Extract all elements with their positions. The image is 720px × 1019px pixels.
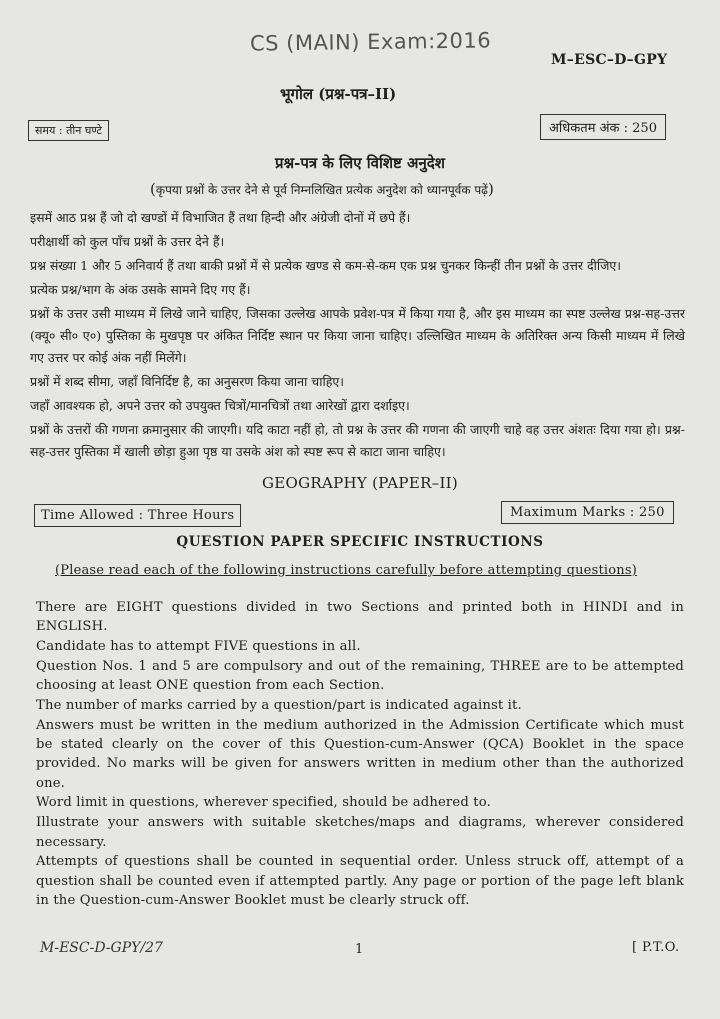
handwritten-exam-note: CS (MAIN) Exam:2016 xyxy=(249,28,492,56)
paper-code: M–ESC–D–GPY xyxy=(551,52,668,68)
hindi-max-marks-box: अधिकतम अंक : 250 xyxy=(540,114,666,140)
english-instruction: The number of marks carried by a question/part is indicated against it. xyxy=(36,697,522,713)
hindi-time-allowed-box: समय : तीन घण्टे xyxy=(28,120,109,141)
please-turn-over: [ P.T.O. xyxy=(632,940,680,955)
hindi-instruction: जहाँ आवश्यक हो, अपने उत्तर को उपयुक्त चित्रों/मानचित्रों तथा आरेखों द्वारा दर्शाइए। xyxy=(30,398,410,413)
english-instruction: Candidate has to attempt FIVE questions in all. xyxy=(36,639,361,655)
hindi-subheading-text: कृपया प्रश्नों के उत्तर देने से पूर्व निम्नलिखित प्रत्येक अनुदेश को ध्यानपूर्वक पढ़ें xyxy=(155,183,488,197)
hindi-instruction: प्रश्नों के उत्तरों की गणना क्रमानुसार की जाएगी। यदि काटा नहीं हो, तो प्रश्न के उत्तर की गणना की जाएगी चाहे वह उत्तर अंशतः दिया गया हो। प्रश्न-सह-उत्तर पुस्तिका में खाली छोड़ा हुआ पृष्ठ या उसके अंश को स्पष्ट रूप से काटा जाना चाहिए। xyxy=(30,422,685,459)
english-instructions-heading: QUESTION PAPER SPECIFIC INSTRUCTIONS xyxy=(176,534,544,550)
english-time-allowed-box: Time Allowed : Three Hours xyxy=(34,504,241,527)
hindi-instructions-list xyxy=(30,207,685,465)
english-instruction: There are EIGHT questions divided in two Sections and printed both in HINDI and in ENGLISH. xyxy=(36,600,684,635)
hindi-instruction: प्रश्नों में शब्द सीमा, जहाँ विनिर्दिष्ट है, का अनुसरण किया जाना चाहिए। xyxy=(30,374,344,389)
hindi-instruction: इसमें आठ प्रश्न हैं जो दो खण्डों में विभाजित हैं तथा हिन्दी और अंग्रेजी दोनों में छपे हैं। xyxy=(30,210,411,225)
english-instruction: Question Nos. 1 and 5 are compulsory and out of the remaining, THREE are to be attempted choosing at least ONE question from each Section. xyxy=(36,658,684,694)
page-number: 1 xyxy=(355,942,364,957)
english-instruction: Word limit in questions, wherever specified, should be adhered to. xyxy=(36,795,491,811)
english-instruction: Answers must be written in the medium authorized in the Admission Certificate which must be stated clearly on the cover of this Question-cum-Answer (QCA) Booklet in the space provided. No marks will be given for answers written in medium other than the authorized one. xyxy=(36,717,684,791)
hindi-instruction: प्रश्न संख्या 1 और 5 अनिवार्य हैं तथा बाकी प्रश्नों में से प्रत्येक खण्ड से कम-से-कम एक प्रश्न चुनकर किन्हीं तीन प्रश्नों के उत्तर दीजिए। xyxy=(30,258,622,273)
english-instruction: Illustrate your answers with suitable sketches/maps and diagrams, wherever considered necessary. xyxy=(36,815,684,850)
hindi-instructions-subheading: (कृपया प्रश्नों के उत्तर देने से पूर्व निम्नलिखित प्रत्येक अनुदेश को ध्यानपूर्वक पढ़ें) xyxy=(150,180,494,198)
hindi-instruction: परीक्षार्थी को कुल पाँच प्रश्नों के उत्तर देने हैं। xyxy=(30,234,225,249)
hindi-instruction: प्रत्येक प्रश्न/भाग के अंक उसके सामने दिए गए हैं। xyxy=(30,282,251,297)
footer-paper-code: M-ESC-D-GPY/27 xyxy=(40,940,163,956)
hindi-subject-title: भूगोल (प्रश्न-पत्र–II) xyxy=(280,85,397,103)
hindi-instruction: प्रश्नों के उत्तर उसी माध्यम में लिखे जाने चाहिए, जिसका उल्लेख आपके प्रवेश-पत्र में किया गया है, और इस माध्यम का स्पष्ट उल्लेख प्रश्न-सह-उत्तर (क्यू० सी० ए०) पुस्तिका के मुखपृष्ठ पर अंकित निर्दिष्ट स्थान पर किया जाना चाहिए। उल्लिखित माध्यम के अतिरिक्त अन्य किसी माध्यम में लिखे गए उत्तर पर कोई अंक नहीं मिलेंगे। xyxy=(30,306,685,365)
english-instructions-list xyxy=(36,598,684,911)
english-max-marks-box: Maximum Marks : 250 xyxy=(501,501,674,524)
english-instruction: Attempts of questions shall be counted in sequential order. Unless struck off, attempt of a question shall be counted even if attempted partly. Any page or portion of the page left blank in the Question-cum-Answer Booklet must be clearly struck off. xyxy=(36,854,684,908)
hindi-instructions-heading: प्रश्न-पत्र के लिए विशिष्ट अनुदेश xyxy=(275,154,445,172)
english-subject-title: GEOGRAPHY (PAPER–II) xyxy=(261,474,459,492)
english-instructions-subheading: (Please read each of the following instructions carefully before attempting questions) xyxy=(55,563,637,578)
